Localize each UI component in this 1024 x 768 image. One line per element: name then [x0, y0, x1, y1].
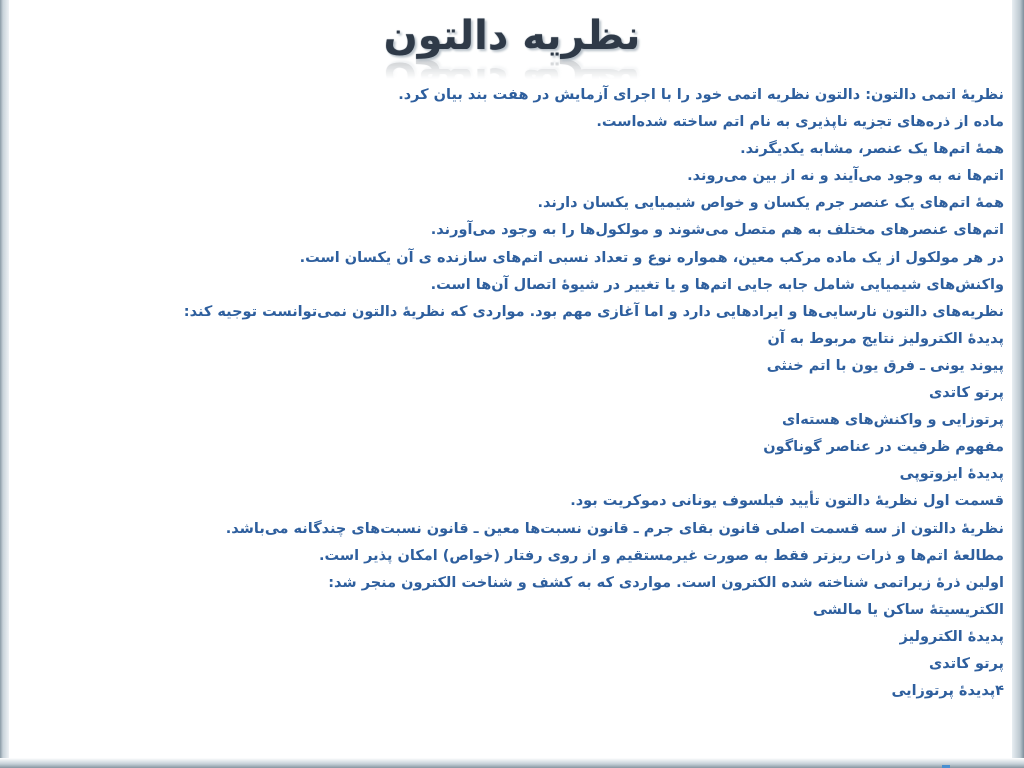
body-line: ۴پدیدهٔ پرتوزایی	[891, 683, 1004, 700]
body-line: مفهوم ظرفیت در عناصر گوناگون	[763, 439, 1004, 456]
body-line: پرتو کاتدی	[928, 385, 1004, 402]
slide-body	[28, 82, 1004, 705]
body-line: نظریهٔ دالتون از سه قسمت اصلی قانون بقای جرم ـ قانون نسبت‌ها معین ـ قانون نسبت‌های چندگانه می‌باشد.	[225, 520, 1004, 537]
right-frame-border	[1012, 0, 1024, 768]
body-line: قسمت اول نظریهٔ دالتون تأیید فیلسوف یونانی دموکریت بود.	[570, 493, 1004, 510]
body-line: الکتریسیتهٔ ساکن یا مالشی	[812, 601, 1004, 618]
body-line: پدیدهٔ الکترولیز	[899, 628, 1004, 645]
left-frame-border	[0, 0, 9, 768]
body-line: مطالعهٔ اتم‌ها و ذرات ریزتر فقط به صورت غیرمستقیم و از روی رفتار (خواص) امکان پذیر است.	[319, 547, 1004, 564]
body-line: همهٔ اتم‌های یک عنصر جرم یکسان و خواص شیمیایی یکسان دارند.	[537, 195, 1004, 212]
body-line: پرتو کاتدی	[928, 655, 1004, 672]
slide-title: نظریه دالتون	[383, 13, 641, 59]
body-line: ماده از ذره‌های تجزیه ناپذیری به نام اتم ساخته شده‌است.	[596, 114, 1004, 131]
body-line: در هر مولکول از یک ماده مرکب معین، همواره نوع و تعداد نسبی اتم‌های سازنده ی آن یکسان است.	[299, 249, 1004, 266]
body-line: همهٔ اتم‌ها یک عنصر، مشابه یکدیگرند.	[740, 141, 1004, 158]
body-line: پدیدهٔ الکترولیز نتایج مربوط به آن	[767, 330, 1004, 347]
body-line: اولین ذرهٔ زیراتمی شناخته شده الکترون است. مواردی که به کشف و شناخت الکترون منجر شد:	[328, 574, 1004, 591]
body-line: نظریهٔ اتمی دالتون: دالتون نظریه اتمی خود را با اجرای آزمایش در هفت بند بیان کرد.	[398, 87, 1004, 103]
body-line: پیوند یونی ـ فرق یون با اتم خنثی	[766, 357, 1004, 374]
bottom-frame-border	[0, 758, 1024, 768]
body-line: نظریه‌های دالتون نارسایی‌ها و ایرادهایی دارد و اما آغازی مهم بود. مواردی که نظریهٔ دالتون نمی‌توانست توجیه کند:	[183, 303, 1004, 320]
body-line: اتم‌های عنصرهای مختلف به هم متصل می‌شوند و مولکول‌ها را به وجود می‌آورند.	[430, 222, 1004, 239]
body-line: پدیدهٔ ایزوتوپی	[899, 466, 1004, 483]
body-line: واکنش‌های شیمیایی شامل جابه جایی اتم‌ها و یا تغییر در شیوهٔ اتصال آن‌ها است.	[430, 276, 1004, 293]
body-line: پرتوزایی و واکنش‌های هسته‌ای	[782, 412, 1004, 429]
body-line: اتم‌ها نه به وجود می‌آیند و نه از بین می‌روند.	[687, 168, 1004, 185]
